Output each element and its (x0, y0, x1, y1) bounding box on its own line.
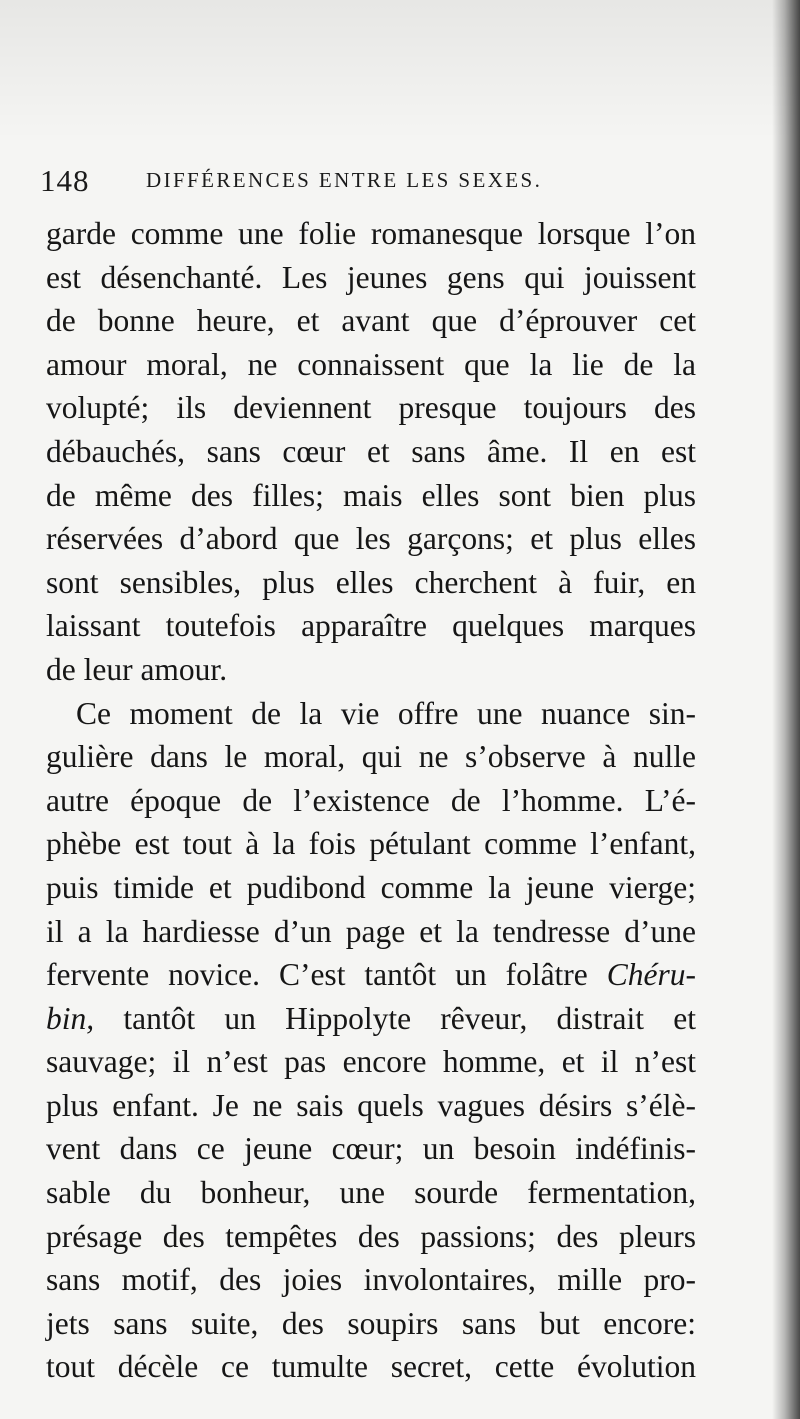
text-line: plus enfant. Je ne sais quels vagues désirs s’élè- (46, 1087, 696, 1123)
text-line: gulière dans le moral, qui ne s’observe à nulle (46, 739, 696, 775)
text-line-mixed (46, 953, 696, 997)
italic-text: bin, (46, 1000, 95, 1036)
page-number: 148 (40, 163, 90, 198)
text-line: puis timide et pudibond comme la jeune vierge; (46, 869, 696, 905)
text-segment: tantôt un Hippolyte rêveur, distrait et (123, 1000, 697, 1036)
text-line: sauvage; il n’est pas encore homme, et il n’est (46, 1044, 696, 1080)
body-text (46, 212, 696, 1389)
text-line: de même des filles; mais elles sont bien plus (46, 477, 696, 513)
text-line: volupté; ils deviennent presque toujours des (46, 390, 696, 426)
text-line: vent dans ce jeune cœur; un besoin indéfinis- (46, 1131, 696, 1167)
text-line: sont sensibles, plus elles cherchent à fuir, en (46, 564, 696, 600)
text-line: jets sans suite, des soupirs sans but encore: (46, 1305, 696, 1341)
text-line: de leur amour. (46, 651, 228, 687)
text-line: amour moral, ne connaissent que la lie de la (46, 346, 696, 382)
text-segment: fervente novice. C’est tantôt un folâtre (46, 957, 588, 993)
italic-text: Chéru- (606, 957, 696, 993)
text-line: autre époque de l’existence de l’homme. L’é- (46, 782, 696, 818)
text-line: de bonne heure, et avant que d’éprouver cet (46, 303, 696, 339)
text-line: sans motif, des joies involontaires, mille pro- (46, 1262, 696, 1298)
text-line: réservées d’abord que les garçons; et plus elles (46, 521, 696, 557)
paragraph-first-line: Ce moment de la vie offre une nuance sin- (76, 695, 696, 731)
text-line: présage des tempêtes des passions; des pleurs (46, 1218, 696, 1254)
text-line: tout décèle ce tumulte secret, cette évolution (46, 1349, 696, 1385)
text-line-mixed (46, 997, 696, 1041)
text-line: sable du bonheur, une sourde fermentation, (46, 1175, 696, 1211)
page-edge-shadow (772, 0, 800, 1419)
running-head: DIFFÉRENCES ENTRE LES SEXES. (146, 168, 543, 192)
text-line: laissant toutefois apparaître quelques marques (46, 608, 696, 644)
text-line: phèbe est tout à la fois pétulant comme l’enfant, (46, 826, 696, 862)
page-shading (0, 0, 800, 140)
page-header (40, 163, 720, 203)
text-line: garde comme une folie romanesque lorsque l’on (46, 216, 696, 251)
text-line: il a la hardiesse d’un page et la tendresse d’une (46, 913, 696, 949)
text-line: débauchés, sans cœur et sans âme. Il en est (46, 433, 696, 469)
text-line: est désenchanté. Les jeunes gens qui jouissent (46, 259, 696, 295)
